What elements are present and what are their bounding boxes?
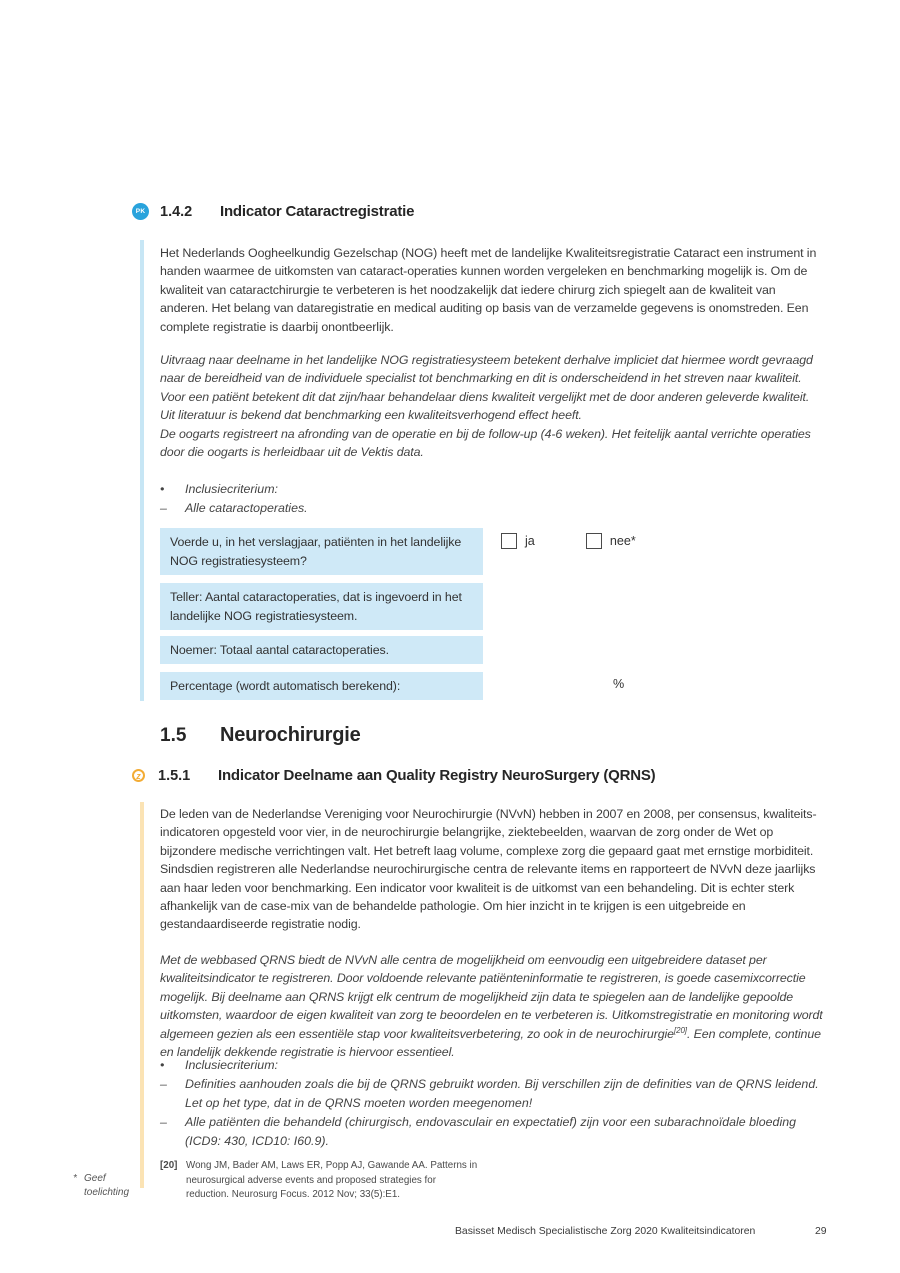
z-badge-icon: z	[132, 769, 145, 782]
dash-marker: –	[160, 501, 167, 515]
list-item	[160, 480, 824, 499]
noemer-box: Noemer: Totaal aantal cataractoperaties.	[160, 636, 483, 664]
footer-document-title: Basisset Medisch Specialistische Zorg 2020 Kwaliteitsindicatoren	[455, 1226, 756, 1237]
footer-page-number: 29	[815, 1226, 827, 1237]
nee-checkbox[interactable]	[586, 533, 602, 549]
criterium-text: Alle cataractoperaties.	[185, 501, 308, 515]
section-142-criteria-list	[160, 480, 824, 518]
criterium-text: Alle patiënten die behandeld (chirurgisch, endovasculair en expectatief) zijn voor een subarachnoïdale bloeding (ICD9: 430, ICD10: I60.9).	[185, 1115, 796, 1148]
ja-label: ja	[525, 534, 535, 548]
ja-checkbox[interactable]	[501, 533, 517, 549]
teller-box: Teller: Aantal cataractoperaties, dat is ingevoerd in het landelijke NOG registratiesysteem.	[160, 583, 483, 630]
footnote-text: Wong JM, Bader AM, Laws ER, Popp AJ, Gawande AA. Patterns in neurosurgical adverse events and proposed strategies for reduction. Neurosurg Focus. 2012 Nov; 33(5):E1.	[186, 1160, 478, 1200]
list-item	[160, 1113, 824, 1151]
section-15-heading	[160, 724, 361, 747]
list-item	[160, 1056, 824, 1075]
criterium-text: Definities aanhouden zoals die bij de QRNS gebruikt worden. Bij verschillen zijn de definities van de QRNS leidend. Let op het type, dat in de QRNS moeten worden meegenomen!	[185, 1077, 819, 1110]
question-box: Voerde u, in het verslagjaar, patiënten in het landelijke NOG registratiesysteem?	[160, 528, 483, 575]
section-15-title: Neurochirurgie	[220, 724, 361, 746]
footnote	[160, 1159, 478, 1203]
section-142-intro-paragraph: Het Nederlands Oogheelkundig Gezelschap (NOG) heeft met de landelijke Kwaliteitsregistratie Cataract een instrument in handen waarmee de uitkomsten van cataract-operaties kunnen worden vergeleken en benchmarking mogelijk is. Om de kwaliteit van cataractchirurgie te verbeteren is het noodzakelijk dat iedere chirurg zich spiegelt aan de kwaliteit van anderen. Het belang van dataregistratie en medical auditing op basis van de verzamelde gegevens is onomstreden. Een complete registratie is daarbij onontbeerlijk.	[160, 246, 817, 334]
italic-paragraph: Uitvraag naar deelname in het landelijke NOG registratiesysteem betekent derhalve impliciet dat hiermee wordt gevraagd naar de bereidheid van de individuele specialist tot benchmarking en dit is onderscheidend in het streven naar kwaliteit.	[160, 353, 813, 386]
section-151-italic-paragraph	[160, 951, 824, 1061]
italic-text-part: Met de webbased QRNS biedt de NVvN alle centra de mogelijkheid om eenvoudig een uitgebreidere dataset per kwaliteitsindicator te registreren. Door voldoende relevante patiënteninformatie te registreren, is goede casemixcorrectie mogelijk. Bij deelname aan QRNS krijgt elk centrum de mogelijkheid zijn data te spiegelen aan de landelijke gepoolde uitkomsten, waardoor de eigen kwaliteit van zorg te beoordelen en te verbeteren is. Uitkomstregistratie en monitoring wordt algemeen gezien als een essentiële stap voor kwaliteitsverbetering, zo ook in de neurochirurgie	[160, 953, 823, 1041]
section-142-italic-block	[160, 351, 824, 461]
percentage-box: Percentage (wordt automatisch berekend):	[160, 672, 483, 700]
section-142-number: 1.4.2	[160, 203, 193, 220]
section-151-content	[140, 802, 826, 1200]
bullet-marker: •	[160, 482, 165, 496]
section-142-title: Indicator Cataractregistratie	[220, 203, 415, 220]
section-151-title: Indicator Deelname aan Quality Registry NeuroSurgery (QRNS)	[218, 767, 656, 784]
italic-paragraph: De oogarts registreert na afronding van de operatie en bij de follow-up (4-6 weken). Het feitelijk aantal verrichte operaties door die oogarts is herleidbaar uit de Vektis data.	[160, 426, 811, 460]
italic-paragraph: Voor een patiënt betekent dit dat zijn/haar behandelaar diens kwaliteit vergelijkt met de door anderen geleverde kwaliteit. Uit literatuur is bekend dat benchmarking een kwaliteitsverhogend effect heeft.	[160, 389, 810, 423]
footnote-reference-superscript: [20]	[673, 1025, 687, 1035]
margin-note-text: Geef toelichting	[84, 1173, 130, 1198]
section-151-intro-paragraph: De leden van de Nederlandse Vereniging voor Neurochirurgie (NVvN) hebben in 2007 en 2008, per consensus, kwaliteitsindicatoren opgesteld voor vier, in de neurochirurgie belangrijke, ziektebeelden, waarvan de zorg onder de Wet op bijzondere medische verrichtingen valt. Het betreft laag volume, complexe zorg die gepaard gaat met ernstige morbiditeit. Sindsdien registreren alle Nederlandse neurochirurgische centra de relevante items en rapporteert de NVvN deze jaarlijks aan haar leden voor benchmarking. Een indicator voor kwaliteit is de uitkomst van een behandeling. Dit is echter sterk afhankelijk van de case-mix van de behandelde pathologie. Om hier inzicht in te krijgen is een uitgebreide en gestandaardiseerde registratie nodig.	[160, 807, 817, 932]
answer-options	[501, 533, 636, 549]
nee-label: nee*	[609, 534, 636, 548]
criterium-text: Inclusiecriterium:	[185, 1058, 278, 1072]
dash-marker: –	[160, 1115, 167, 1129]
section-142-heading	[132, 203, 414, 220]
percentage-unit: %	[613, 677, 625, 691]
dash-marker: –	[160, 1077, 167, 1091]
section-151-heading	[132, 767, 655, 784]
section-151-number: 1.5.1	[158, 767, 191, 784]
footnote-number: [20]	[160, 1160, 178, 1171]
criterium-text: Inclusiecriterium:	[185, 482, 278, 496]
bullet-marker: •	[160, 1058, 165, 1072]
pk-badge-icon: PK	[132, 203, 149, 220]
asterisk-marker: *	[73, 1173, 77, 1184]
page-footer	[0, 1226, 900, 1246]
list-item	[160, 1075, 824, 1113]
list-item	[160, 499, 824, 518]
section-142-content	[140, 240, 826, 701]
section-151-criteria-list	[160, 1056, 824, 1151]
blue-section-bar	[140, 240, 144, 701]
margin-note	[73, 1172, 136, 1200]
orange-section-bar	[140, 802, 144, 1188]
section-15-number: 1.5	[160, 725, 187, 746]
italic-text-part: . Een complete, continue en landelijk dekkende registratie is hiervoor essentieel.	[160, 1026, 821, 1060]
